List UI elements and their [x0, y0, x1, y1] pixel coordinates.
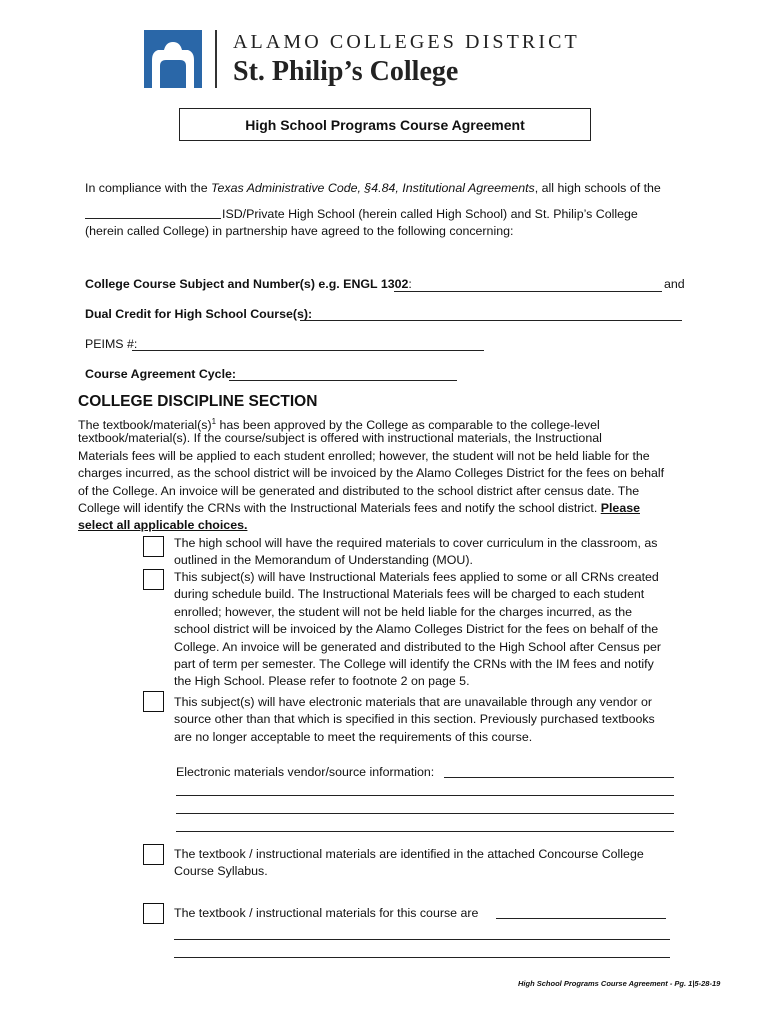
option-checkbox-3[interactable] [143, 691, 164, 712]
course-subject-field[interactable] [394, 291, 662, 292]
document-title-box [179, 108, 591, 141]
vendor-field-line-4[interactable] [176, 831, 674, 832]
vendor-label: Electronic materials vendor/source information: [176, 765, 435, 779]
and-text: and [664, 277, 685, 291]
please-text: Please [600, 501, 640, 515]
option-text-2: This subject(s) will have Instructional Materials fees applied to some or all CRNs created during schedule build. The Instructional Materials fees will be charged to each student enrolled; however, the student will not be held liable for the charges incurred, as the school district will be invoiced by the Alamo Colleges District for the fees on behalf of the College. An invoice will be generated and distributed to the High School after Census per part of term per semester. The College will identify the CRNs with the IM fees and notify the High School. Please refer to footnote 2 on page 5. [174, 570, 661, 689]
dual-credit-field[interactable] [300, 320, 682, 321]
mission-arch-logo-icon [144, 30, 202, 88]
intro-line-3: (herein called College) in partnership have agreed to the following concerning: [85, 224, 514, 238]
option-text-3: This subject(s) will have electronic materials that are unavailable through any vendor or source other than that which is specified in this section. Previously purchased textbooks are no longer acceptable to meet the requirements of this course. [174, 695, 655, 744]
option-checkbox-2[interactable] [143, 569, 164, 590]
intro-line-1: In compliance with the Texas Administrative Code, §4.84, Institutional Agreements, all high schools of the [85, 181, 661, 195]
section-para-lines: textbook/material(s). If the course/subject is offered with instructional materials, the Instructional Materials fees will be applied to each student enrolled; however, the student will not be held liable for the charges incurred, as the school district will be invoiced by the Alamo Colleges District for the fees on behalf of the College. An invoice will be generated and distributed to the school district after census date. The [78, 431, 665, 498]
materials-field[interactable] [496, 918, 666, 919]
option-text-1: The high school will have the required materials to cover curriculum in the classroom, as outlined in the Memorandum of Understanding (MOU). [174, 536, 658, 568]
section-para-last: College will identify the CRNs with the Instructional Materials fees and notify the school district. Please [78, 501, 640, 515]
document-title: High School Programs Course Agreement [245, 116, 525, 133]
option-text-4: The textbook / instructional materials are identified in the attached Concourse College Course Syllabus. [174, 847, 644, 879]
college-name: St. Philip’s College [233, 56, 459, 87]
intro-line-2: ISD/Private High School (herein called High School) and St. Philip’s College [222, 207, 638, 221]
option-checkbox-5[interactable] [143, 903, 164, 924]
section-para-first: The textbook/$material(s)^1$ has been approved by the College as comparable to the college-level [78, 417, 600, 433]
isd-name-field[interactable] [85, 218, 221, 219]
vendor-field-line-2[interactable] [176, 795, 674, 796]
option-checkbox-1[interactable] [143, 536, 164, 557]
dual-credit-label: Dual Credit for High School Course(s): [85, 307, 313, 321]
cycle-field[interactable] [229, 380, 457, 381]
peims-field[interactable] [132, 350, 484, 351]
vendor-field-line-3[interactable] [176, 813, 674, 814]
logo-divider [215, 30, 217, 88]
district-name: ALAMO COLLEGES DISTRICT [233, 31, 580, 53]
course-subject-row: College Course Subject and Number(s) e.g. ENGL 1302: [85, 277, 412, 291]
materials-field-line-3[interactable] [174, 957, 670, 958]
peims-label: PEIMS #: [85, 337, 138, 351]
cycle-label: Course Agreement Cycle: [85, 367, 237, 381]
vendor-field[interactable] [444, 777, 674, 778]
option-checkbox-4[interactable] [143, 844, 164, 865]
materials-field-line-2[interactable] [174, 939, 670, 940]
college-logo [144, 30, 202, 88]
page-footer: High School Programs Course Agreement - Pg. 1|5-28-19 [518, 979, 721, 988]
option-text-5: The textbook / instructional materials for this course are [174, 906, 479, 920]
course-subject-label: College Course Subject and Number(s) e.g. ENGL 1302 [85, 277, 409, 291]
select-all-text: select all applicable choices. [78, 518, 248, 532]
section-heading: COLLEGE DISCIPLINE SECTION [78, 393, 318, 410]
